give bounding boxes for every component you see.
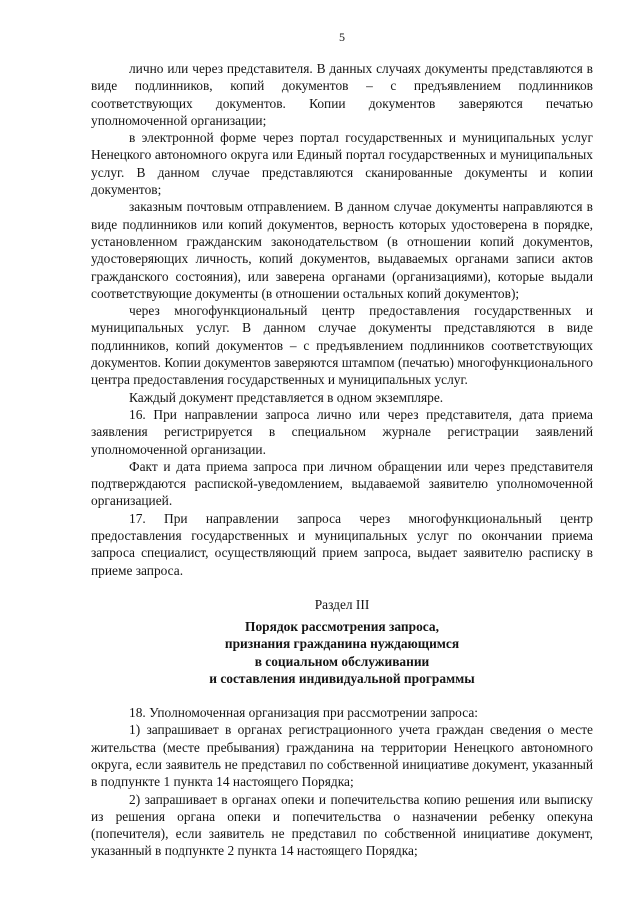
section-title-line: Порядок рассмотрения запроса, <box>245 618 439 634</box>
paragraph: Факт и дата приема запроса при личном обращении или через представителя подтверждаются распиской-уведомлением, выдаваемой заявителю уполномоченной организацией. <box>91 458 593 509</box>
section-heading <box>91 596 593 687</box>
section-title-line: признания гражданина нуждающимся <box>224 636 460 652</box>
paragraph: лично или через представителя. В данных случаях документы представляются в виде подлинников, копий документов – с предъявлением подлинников соответствующих документов. Копии документов заверяются печатью уполномоченной организации; <box>91 61 593 128</box>
paragraph: 18. Уполномоченная организация при рассмотрении запроса: <box>129 705 478 721</box>
section-title <box>91 618 593 687</box>
section-title-line: и составления индивидуальной программы <box>209 670 475 686</box>
section-label: Раздел III <box>314 596 370 612</box>
page-number: 5 <box>339 30 345 44</box>
paragraph: 17. При направлении запроса через многофункциональный центр предоставления государственных и муниципальных услуг по окончании приема запроса специалист, осуществляющий прием запроса, выдает заявителю расписку в приеме запроса. <box>91 510 593 578</box>
section-title-line: в социальном обслуживании <box>254 653 430 669</box>
paragraph: через многофункциональный центр предоставления государственных и муниципальных услуг. В данном случае документы представляются в виде подлинников, копий документов – с предъявлением подлинников соответствующих документов. Копии документов заверяются штампом (печатью) многофункционального центра предоставления государственных и муниципальных услуг. <box>91 303 593 388</box>
paragraph: заказным почтовым отправлением. В данном случае документы направляются в виде подлинников или копий документов, верность которых удостоверена в порядке, установленном гражданским законодательством (в отношении копий документов, удостоверяющих личность, копий документов, выдаваемых органами записи актов гражданского состояния), или заверена органами (организациями), которые выдали соответствующие документы (в отношении остальных копий документов); <box>91 199 593 301</box>
paragraph: 2) запрашивает в органах опеки и попечительства копию решения или выписку из решения органа опеки и попечительства о назначении ребенку опекуна (попечителя), если заявитель не представил по собственной инициативе документ, указанный в подпункте 2 пункта 14 настоящего Порядка; <box>91 791 593 859</box>
paragraph: Каждый документ представляется в одном экземпляре. <box>129 389 444 405</box>
body-text-top <box>91 60 593 579</box>
body-text-bottom <box>91 704 593 860</box>
paragraph: в электронной форме через портал государственных и муниципальных услуг Ненецкого автономного округа или Единый портал государственных и муниципальных услуг. В данном случае представляются сканированные документы и копии документов; <box>91 130 593 198</box>
paragraph: 16. При направлении запроса лично или через представителя, дата приема заявления регистрируется в специальном журнале регистрации заявлений уполномоченной организации. <box>91 406 593 457</box>
paragraph: 1) запрашивает в органах регистрационного учета граждан сведения о месте жительства (месте пребывания) гражданина на территории Ненецкого автономного округа, если заявитель не представил по собственной инициативе документ, указанный в подпункте 1 пункта 14 настоящего Порядка; <box>91 722 593 790</box>
